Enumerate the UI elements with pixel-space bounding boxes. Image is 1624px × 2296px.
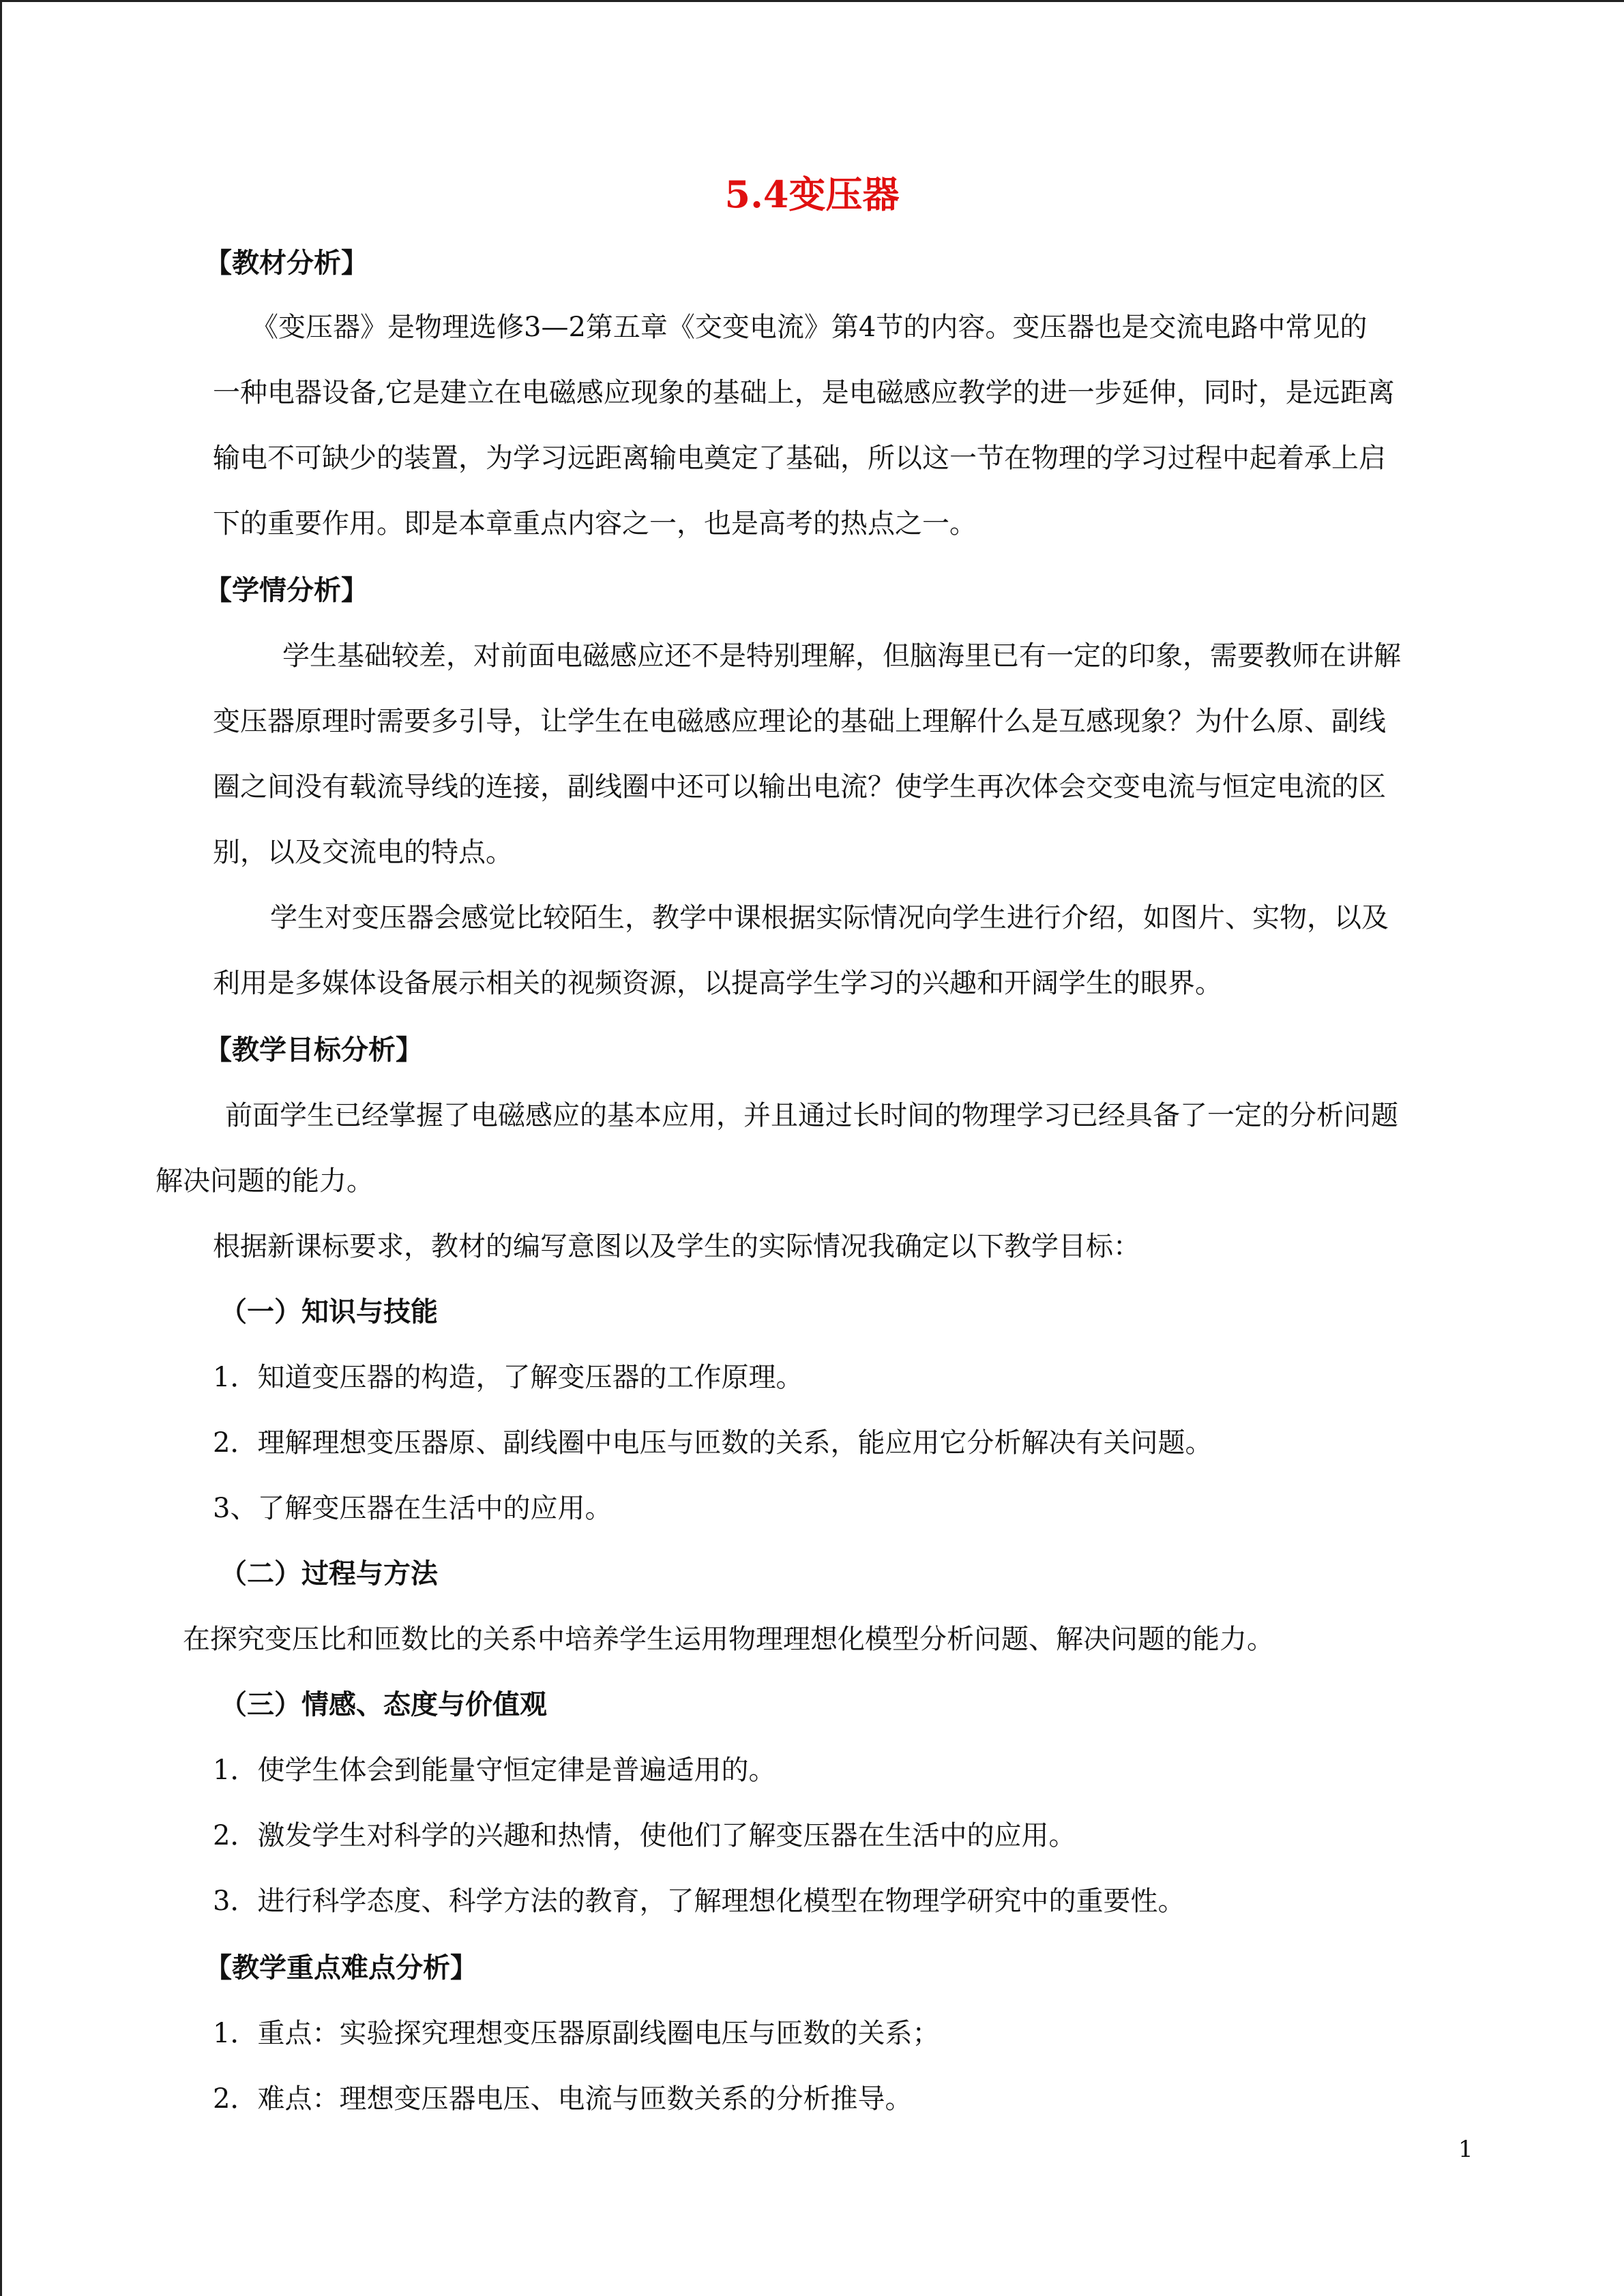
heading-student-analysis: 【学情分析】 bbox=[205, 575, 368, 606]
students-line-2: 变压器原理时需要多引导，让学生在电磁感应理论的基础上理解什么是互感现象？为什么原、副线 bbox=[213, 706, 1386, 737]
knowledge-item-3: 3、了解变压器在生活中的应用。 bbox=[213, 1493, 612, 1524]
attitude-item-1: 1．使学生体会到能量守恒定律是普遍适用的。 bbox=[213, 1755, 776, 1786]
subheading-knowledge-skills: （一）知识与技能 bbox=[220, 1296, 438, 1328]
students-line-4: 别，以及交流电的特点。 bbox=[213, 837, 513, 868]
keypoint-item-1: 1．重点：实验探究理想变压器原副线圈电压与匝数的关系； bbox=[213, 2018, 940, 2049]
page-border-top bbox=[0, 0, 1624, 2]
document-title: 5.4变压器 bbox=[724, 173, 900, 216]
subheading-process-method: （二）过程与方法 bbox=[220, 1558, 438, 1590]
knowledge-item-1: 1．知道变压器的构造，了解变压器的工作原理。 bbox=[213, 1362, 803, 1393]
students-line-1: 学生基础较差，对前面电磁感应还不是特别理解，但脑海里已有一定的印象，需要教师在讲解 bbox=[282, 640, 1401, 672]
attitude-item-3: 3．进行科学态度、科学方法的教育，了解理想化模型在物理学研究中的重要性。 bbox=[213, 1885, 1185, 1917]
students-line-6: 利用是多媒体设备展示相关的视频资源，以提高学生学习的兴趣和开阔学生的眼界。 bbox=[213, 968, 1222, 999]
students-line-5: 学生对变压器会感觉比较陌生，教学中课根据实际情况向学生进行介绍，如图片、实物，以及 bbox=[270, 902, 1389, 934]
material-line-3: 输电不可缺少的装置，为学习远距离输电奠定了基础，所以这一节在物理的学习过程中起着承上启 bbox=[213, 443, 1386, 474]
page-number: 1 bbox=[1458, 2136, 1473, 2163]
heading-material-analysis: 【教材分析】 bbox=[205, 248, 368, 279]
page-border-left bbox=[0, 0, 2, 2296]
material-line-1: 《变压器》是物理选修3—2第五章《交变电流》第4节的内容。变压器也是交流电路中常见的 bbox=[251, 312, 1368, 343]
keypoint-item-2: 2．难点：理想变压器电压、电流与匝数关系的分析推导。 bbox=[213, 2083, 913, 2115]
material-line-2: 一种电器设备,它是建立在电磁感应现象的基础上，是电磁感应教学的进一步延伸，同时，是远距离 bbox=[213, 377, 1395, 408]
students-line-3: 圈之间没有载流导线的连接，副线圈中还可以输出电流？使学生再次体会交变电流与恒定电流的区 bbox=[213, 771, 1386, 803]
heading-key-difficult-points: 【教学重点难点分析】 bbox=[205, 1952, 477, 1984]
material-line-4: 下的重要作用。即是本章重点内容之一，也是高考的热点之一。 bbox=[213, 508, 977, 539]
goals-line-1: 前面学生已经掌握了电磁感应的基本应用，并且通过长时间的物理学习已经具备了一定的分析问题 bbox=[225, 1100, 1398, 1131]
attitude-item-2: 2．激发学生对科学的兴趣和热情，使他们了解变压器在生活中的应用。 bbox=[213, 1820, 1076, 1851]
goals-line-3: 根据新课标要求，教材的编写意图以及学生的实际情况我确定以下教学目标： bbox=[213, 1231, 1140, 1262]
heading-teaching-goals: 【教学目标分析】 bbox=[205, 1034, 423, 1066]
goals-line-2: 解决问题的能力。 bbox=[156, 1165, 374, 1197]
process-text: 在探究变压比和匝数比的关系中培养学生运用物理理想化模型分析问题、解决问题的能力。 bbox=[183, 1624, 1274, 1655]
subheading-attitude-values: （三）情感、态度与价值观 bbox=[220, 1689, 547, 1720]
knowledge-item-2: 2．理解理想变压器原、副线圈中电压与匝数的关系，能应用它分析解决有关问题。 bbox=[213, 1427, 1213, 1459]
